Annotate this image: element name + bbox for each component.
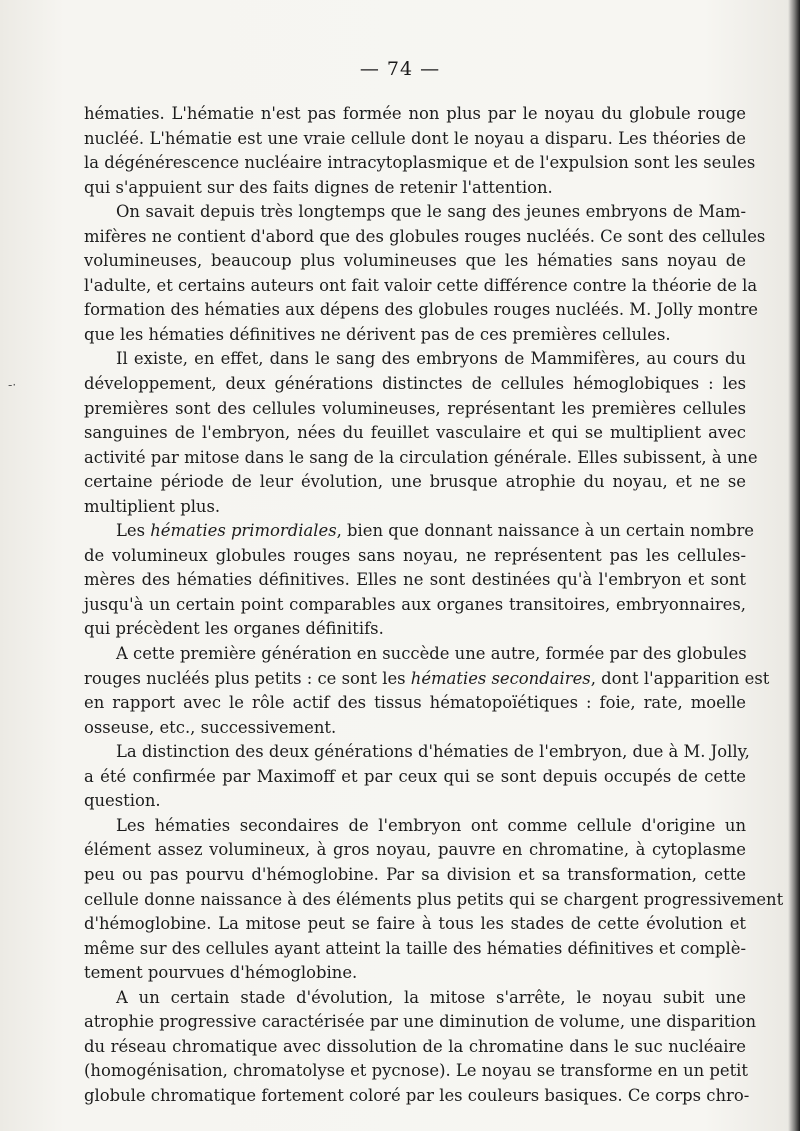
text-line: l'adulte, et certains auteurs ont fait valoir cette différence contre la théorie de la <box>84 275 758 295</box>
text-segment: , bien que donnant naissance à un certain nombre <box>336 521 754 541</box>
text-line: A cette première génération en succède une autre, formée par des globules <box>116 644 747 664</box>
text-line: nucléé. L'hématie est une vraie cellule dont le noyau a disparu. Les théories de <box>84 128 746 148</box>
text-line: qui s'appuient sur des faits dignes de retenir l'attention. <box>84 177 553 197</box>
text-line: même sur des cellules ayant atteint la taille des hématies définitives et complè- <box>84 938 746 958</box>
text-line: (homogénisation, chromatolyse et pycnose). Le noyau se transforme en un petit <box>84 1061 749 1081</box>
paragraph-5 <box>84 642 770 740</box>
text-line: jusqu'à un certain point comparables aux organes transitoires, embryonnaires, <box>84 594 746 614</box>
margin-mark: -· <box>8 378 17 392</box>
text-line: activité par mitose dans le sang de la circulation générale. Elles subissent, à une <box>84 447 758 467</box>
text-segment: , dont l'apparition est <box>590 668 770 688</box>
text-line: mères des hématies définitives. Elles ne sont destinées qu'à l'embryon et sont <box>84 570 746 590</box>
paragraph-8 <box>84 986 757 1109</box>
text-line: cellule donne naissance à des éléments plus petits qui se chargent progressivement <box>84 889 784 909</box>
text-line: Les hématies secondaires de l'embryon ont comme cellule d'origine un <box>116 815 746 835</box>
text-line: La distinction des deux générations d'hématies de l'embryon, due à M. Jolly, <box>116 742 750 762</box>
text-line: mifères ne contient d'abord que des globules rouges nucléés. Ce sont des cellules <box>84 226 766 246</box>
text-segment: rouges nucléés plus petits : ce sont les <box>84 668 411 688</box>
text-line: tement pourvues d'hémoglobine. <box>84 963 358 983</box>
text-line: premières sont des cellules volumineuses, représentant les premières cellules <box>84 398 746 418</box>
italic-term: hématies secondaires <box>410 668 591 688</box>
text-line: hématies. L'hématie n'est pas formée non plus par le noyau du globule rouge <box>84 104 746 123</box>
paragraph-6 <box>84 740 750 814</box>
text-line: multiplient plus. <box>84 496 221 516</box>
text-line: de volumineux globules rouges sans noyau, ne représentent pas les cellules- <box>84 545 746 565</box>
paragraph-2 <box>84 200 766 347</box>
paragraph-4 <box>84 519 754 642</box>
text-line: A un certain stade d'évolution, la mitose s'arrête, le noyau subit une <box>116 987 746 1007</box>
text-line: qui précèdent les organes définitifs. <box>84 619 384 639</box>
page-edge-shadow <box>788 0 800 1131</box>
text-line: question. <box>84 791 161 811</box>
text-line-with-italic <box>84 667 770 692</box>
text-line-with-italic <box>84 519 754 544</box>
text-line: volumineuses, beaucoup plus volumineuses que les hématies sans noyau de <box>84 251 746 271</box>
paragraph-3 <box>84 347 758 519</box>
text-line: sanguines de l'embryon, nées du feuillet vasculaire et qui se multiplient avec <box>84 423 746 443</box>
text-line: formation des hématies aux dépens des globules rouges nucléés. M. Jolly montre <box>84 300 758 320</box>
text-line: que les hématies définitives ne dérivent pas de ces premières cellules. <box>84 324 671 344</box>
text-line: la dégénérescence nucléaire intracytoplasmique et de l'expulsion sont les seules <box>84 153 756 173</box>
text-line: développement, deux générations distinctes de cellules hémoglobiques : les <box>84 374 746 394</box>
text-line: d'hémoglobine. La mitose peut se faire à tous les stades de cette évolution et <box>84 914 746 934</box>
text-line: osseuse, etc., successivement. <box>84 717 337 737</box>
text-line: a été confirmée par Maximoff et par ceux qui se sont depuis occupés de cette <box>84 766 746 786</box>
text-line: élément assez volumineux, à gros noyau, pauvre en chromatine, à cytoplasme <box>84 840 746 860</box>
text-line: peu ou pas pourvu d'hémoglobine. Par sa division et sa transformation, cette <box>84 864 746 884</box>
page-number: — 74 — <box>359 58 441 80</box>
paragraph-7 <box>84 814 784 986</box>
text-line: en rapport avec le rôle actif des tissus hématopoïétiques : foie, rate, moelle <box>84 693 746 713</box>
text-line: certaine période de leur évolution, une brusque atrophie du noyau, et ne se <box>84 472 746 492</box>
italic-term: hématies primordiales <box>150 521 337 541</box>
text-line: On savait depuis très longtemps que le sang des jeunes embryons de Mam- <box>116 202 746 222</box>
text-line: atrophie progressive caractérisée par une diminution de volume, une disparition <box>84 1012 757 1032</box>
text-line: du réseau chromatique avec dissolution de la chromatine dans le suc nucléaire <box>84 1036 746 1056</box>
body-text <box>84 102 784 1108</box>
text-line: Il existe, en effet, dans le sang des embryons de Mammifères, au cours du <box>116 349 746 369</box>
paragraph-1 <box>84 102 756 200</box>
text-line: globule chromatique fortement coloré par les couleurs basiques. Ce corps chro- <box>84 1085 750 1105</box>
text-segment: Les <box>116 521 151 541</box>
